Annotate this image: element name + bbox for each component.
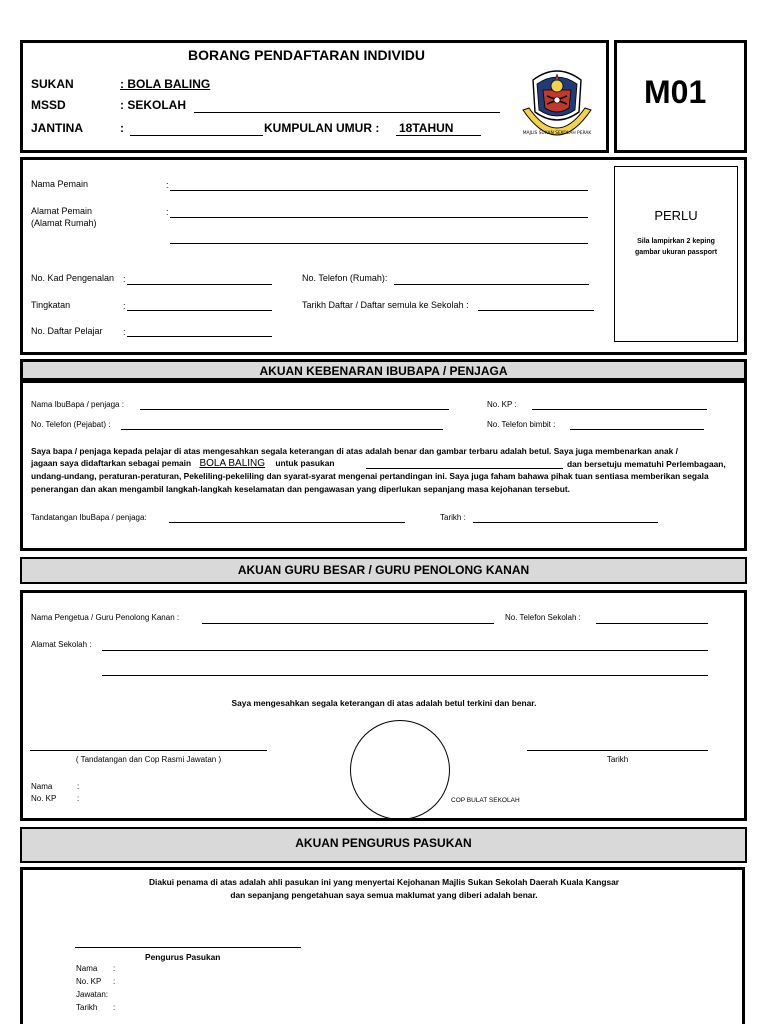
principal-alamat-input-1[interactable]	[102, 650, 708, 651]
manager-kp-label: No. KP	[76, 977, 102, 986]
form-code: M01	[644, 74, 707, 110]
parent-tel-pejabat-input[interactable]	[121, 429, 443, 430]
form-title: BORANG PENDAFTARAN INDIVIDU	[188, 47, 425, 63]
parent-nama-label: Nama IbuBapa / penjaga :	[31, 400, 124, 409]
parent-tel-bimbit-input[interactable]	[570, 429, 704, 430]
tarikh-daftar-input[interactable]	[478, 310, 594, 311]
kumpulan-label: KUMPULAN UMUR :	[264, 121, 380, 135]
parent-kp-input[interactable]	[532, 409, 707, 410]
parent-team-input[interactable]	[366, 468, 563, 469]
parent-signature-label: Tandatangan IbuBapa / penjaga:	[31, 513, 147, 522]
manager-jawatan-label: Jawatan:	[76, 990, 109, 999]
tingkatan-colon: :	[123, 301, 126, 311]
tingkatan-input[interactable]	[127, 310, 272, 311]
manager-signature-label: Pengurus Pasukan	[145, 952, 221, 962]
school-stamp-circle[interactable]	[350, 720, 450, 820]
manager-statement-1: Diakui penama di atas adalah ahli pasukan ini yang menyertai Kejohanan Majlis Sukan Sekolah Daerah Kuala Kangsar	[148, 877, 620, 887]
parent-declaration-line-4: penerangan dan akan mengambil langkah-langkah keselamatan dan pengawasan yang diperlukan sepanjang masa kejohanan tersebut.	[31, 484, 570, 494]
parent-tel-pejabat-label: No. Telefon (Pejabat) :	[31, 420, 111, 429]
parent-declaration-line-2	[31, 458, 334, 469]
manager-statement-2: dan sepanjang pengetahuan saya semua maklumat yang diberi adalah benar.	[230, 890, 538, 900]
kad-pengenalan-input[interactable]	[127, 284, 272, 285]
principal-nama-input[interactable]	[202, 623, 494, 624]
parent-tarikh-label: Tarikh :	[440, 513, 466, 522]
telefon-rumah-label: No. Telefon (Rumah):	[302, 273, 388, 283]
sukan-value	[120, 77, 210, 91]
manager-kp-colon: :	[113, 977, 116, 986]
principal-section-title: AKUAN GURU BESAR / GURU PENOLONG KANAN	[20, 557, 747, 584]
alamat-pemain-input-1[interactable]	[170, 217, 588, 218]
kad-pengenalan-colon: :	[123, 274, 126, 284]
parent-tel-bimbit-label: No. Telefon bimbit :	[487, 420, 556, 429]
logo-ring-text: MAJLIS SUKAN SEKOLAH PERAK	[522, 131, 592, 136]
principal-nama-colon: :	[77, 782, 80, 791]
mss-logo	[511, 52, 603, 144]
parent-declaration-line-3: undang-undang, peraturan-peraturan, Pekeliling-pekeliling dan syarat-syarat mengenai pertandingan ini. Saya juga faham bahawa pihak tuan sentiasa memberikan segala	[31, 471, 709, 481]
parent-nama-input[interactable]	[140, 409, 449, 410]
parent-tarikh-input[interactable]	[473, 522, 658, 523]
manager-nama-label: Nama	[76, 964, 98, 973]
photo-note-2: gambar ukuran passport	[634, 249, 718, 256]
para-2b-sport: BOLA BALING	[199, 458, 266, 469]
manager-tarikh-label: Tarikh	[76, 1003, 98, 1012]
manager-signature-input[interactable]	[75, 947, 301, 948]
principal-alamat-input-2[interactable]	[102, 675, 708, 676]
principal-nama-label: Nama Pengetua / Guru Penolong Kanan :	[31, 613, 180, 622]
principal-alamat-label: Alamat Sekolah :	[31, 640, 92, 649]
alamat-pemain-sublabel: (Alamat Rumah)	[31, 218, 97, 228]
manager-nama-colon: :	[113, 964, 116, 973]
parent-declaration-line-1: Saya bapa / penjaga kepada pelajar di atas mengesahkan segala keterangan di atas adalah benar dan gambar terbaru adalah betul. Saya juga membenarkan anak /	[31, 446, 678, 456]
principal-tarikh-input[interactable]	[527, 750, 708, 751]
no-daftar-input[interactable]	[127, 336, 272, 337]
principal-nama-label-2: Nama	[31, 782, 53, 791]
photo-title: PERLU	[654, 208, 698, 223]
para-2d: dan bersetuju mematuhi Perlembagaan,	[567, 459, 726, 469]
nama-pemain-colon: :	[166, 180, 169, 190]
principal-telefon-label: No. Telefon Sekolah :	[505, 613, 581, 622]
alamat-pemain-label: Alamat Pemain	[31, 206, 93, 216]
sukan-value-text: : BOLA BALING	[120, 77, 211, 91]
principal-kp-label-2: No. KP	[31, 794, 57, 803]
jantina-label: JANTINA	[31, 121, 84, 135]
para-2a: jagaan saya didaftarkan sebagai pemain	[31, 458, 192, 468]
kad-pengenalan-label: No. Kad Pengenalan	[31, 273, 115, 283]
mssd-label: MSSD	[31, 98, 66, 112]
tarikh-daftar-label: Tarikh Daftar / Daftar semula ke Sekolah :	[302, 300, 469, 310]
stamp-label: COP BULAT SEKOLAH	[451, 797, 520, 804]
no-daftar-colon: :	[123, 327, 126, 337]
manager-section-title: AKUAN PENGURUS PASUKAN	[20, 827, 747, 863]
principal-kp-colon: :	[77, 794, 80, 803]
principal-signature-input[interactable]	[30, 750, 267, 751]
jantina-input-line[interactable]	[130, 135, 263, 136]
no-daftar-label: No. Daftar Pelajar	[31, 326, 103, 336]
kumpulan-value: 18TAHUN	[399, 121, 454, 135]
parent-section-title: AKUAN KEBENARAN IBUBAPA / PENJAGA	[23, 362, 744, 383]
mssd-input-line[interactable]	[194, 112, 500, 113]
para-2c: untuk pasukan	[275, 458, 335, 468]
mssd-value: : SEKOLAH	[120, 98, 186, 112]
tingkatan-label: Tingkatan	[31, 300, 71, 310]
principal-telefon-input[interactable]	[596, 623, 708, 624]
principal-statement: Saya mengesahkan segala keterangan di atas adalah betul terkini dan benar.	[231, 698, 537, 708]
nama-pemain-label: Nama Pemain	[31, 179, 89, 189]
alamat-pemain-colon: :	[166, 207, 169, 217]
parent-kp-label: No. KP :	[487, 400, 517, 409]
alamat-pemain-input-2[interactable]	[170, 243, 588, 244]
nama-pemain-input[interactable]	[170, 190, 588, 191]
principal-tarikh-label: Tarikh	[606, 755, 629, 764]
jantina-colon: :	[120, 121, 124, 135]
principal-signature-label: ( Tandatangan dan Cop Rasmi Jawatan )	[75, 755, 222, 764]
photo-note-1: Sila lampirkan 2 keping	[637, 238, 715, 245]
parent-signature-input[interactable]	[169, 522, 405, 523]
kumpulan-underline	[396, 135, 481, 136]
telefon-rumah-input[interactable]	[394, 284, 589, 285]
mss-logo-emblem-icon	[511, 52, 603, 144]
sukan-label: SUKAN	[31, 77, 74, 91]
manager-tarikh-colon: :	[113, 1003, 116, 1012]
